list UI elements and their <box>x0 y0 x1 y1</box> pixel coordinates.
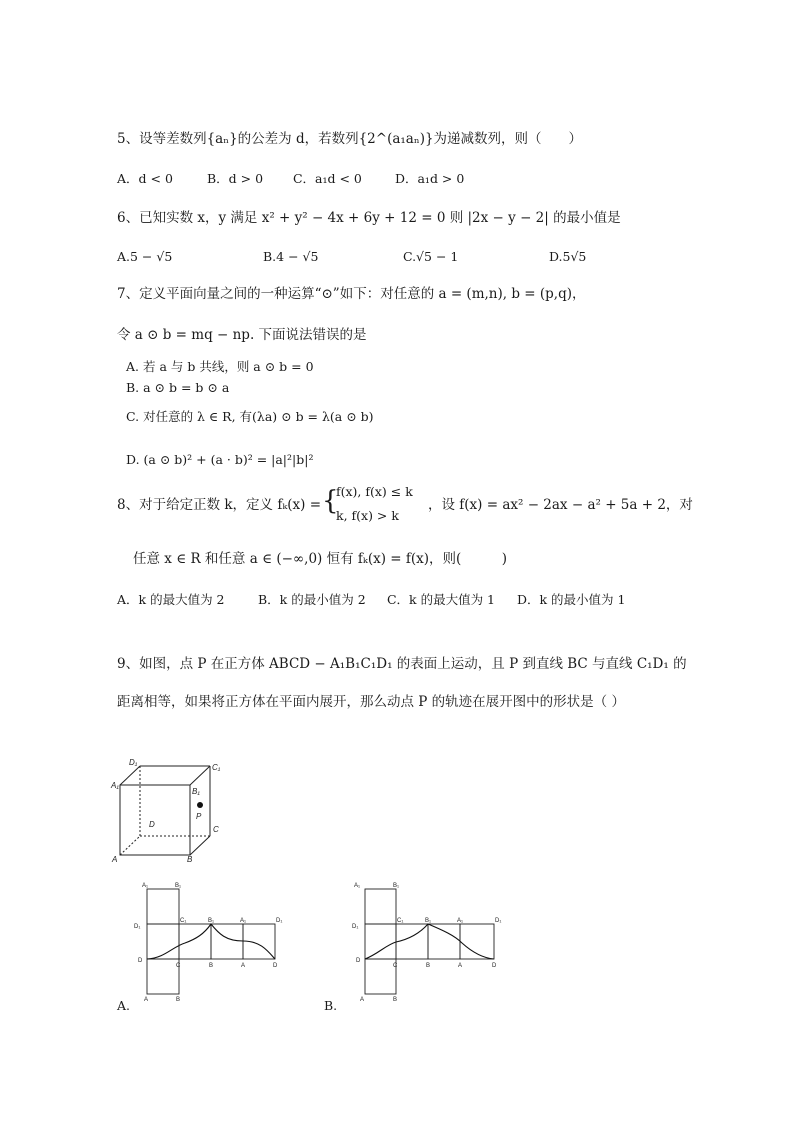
net-b-label-d1: D₁ <box>352 924 359 930</box>
net-b-trajectory <box>365 924 494 959</box>
q5-stem: 5、设等差数列{aₙ}的公差为 d，若数列{2^(a₁aₙ)}为递减数列，则（ ） <box>117 131 583 147</box>
net-figure-a <box>130 878 290 1008</box>
point-p-marker <box>197 802 203 808</box>
net-b-label-ab: A <box>360 997 365 1003</box>
net-b-label-b: B <box>426 963 431 969</box>
q5-options <box>117 170 485 188</box>
q8-stem-line2: 任意 x ∈ R 和任意 a ∈ (−∞,0) 恒有 fₖ(x) = f(x)，则( ) <box>133 551 508 567</box>
q6-options <box>117 248 586 266</box>
net-a-label-a1: A₁ <box>142 883 149 889</box>
net-a-label-d1: D₁ <box>134 924 141 930</box>
q5-option-d: D．a₁d > 0 <box>394 171 465 186</box>
net-a-label-ab: A <box>144 997 149 1003</box>
cube-label-a: A <box>112 855 118 864</box>
net-a-label-d1b: D₁ <box>276 918 283 924</box>
net-b-label-d: D <box>356 958 361 964</box>
q8-case1: f(x), f(x) ≤ k <box>336 484 413 499</box>
net-b-label-d1b: D₁ <box>495 918 502 924</box>
q7-option-c: C. 对任意的 λ ∈ R, 有(λa) ⊙ b = λ(a ⊙ b) <box>126 409 374 424</box>
q7-stem-line1: 7、定义平面向量之间的一种运算“⊙”如下：对任意的 a = (m,n), b = (p,q)， <box>117 286 586 302</box>
q9-stem-line2: 距离相等，如果将正方体在平面内展开，那么动点 P 的轨迹在展开图中的形状是（ ） <box>117 694 625 710</box>
q8-brace: { <box>322 486 339 516</box>
q7-option-b: B. a ⊙ b = b ⊙ a <box>126 380 230 395</box>
q8-option-b: B．k 的最小值为 2 <box>257 592 366 607</box>
cube-label-b: B <box>187 855 193 864</box>
net-a-label-db: D <box>273 963 278 969</box>
net-a-label-a: A <box>241 963 246 969</box>
q8-options <box>117 591 625 609</box>
q8-case2: k, f(x) > k <box>336 508 399 523</box>
net-figure-b <box>338 878 508 1008</box>
q9-stem-line1: 9、如图，点 P 在正方体 ABCD − A₁B₁C₁D₁ 的表面上运动，且 P 到直线 BC 与直线 C₁D₁ 的 <box>117 656 687 672</box>
net-a-label-b1: B₁ <box>175 883 182 889</box>
q6-stem: 6、已知实数 x，y 满足 x² + y² − 4x + 6y + 12 = 0 则 |2x − y − 2| 的最小值是 <box>117 210 621 226</box>
q5-option-a: A．d < 0 <box>117 171 173 186</box>
q5-option-b: B．d > 0 <box>206 171 264 186</box>
net-b-label-bb: B <box>393 997 398 1003</box>
q6-option-a: A.5 − √5 <box>117 249 173 264</box>
net-b-label-db: D <box>492 963 497 969</box>
cube-label-d: D <box>149 820 155 829</box>
net-a-label-c: C <box>176 963 181 969</box>
q6-option-b: B.4 − √5 <box>262 249 319 264</box>
net-a-label-d: D <box>138 958 143 964</box>
net-a-label-bb: B <box>176 997 181 1003</box>
figure-option-b-label: B. <box>324 998 338 1013</box>
net-b-label-a1b: A₁ <box>457 918 464 924</box>
q5-option-c: C．a₁d < 0 <box>292 171 362 186</box>
net-b-label-b1: B₁ <box>393 883 400 889</box>
q6-option-c: C.√5 − 1 <box>402 249 459 264</box>
net-b-label-b1b: B₁ <box>425 918 432 924</box>
q6-option-d: D.5√5 <box>548 249 587 264</box>
cube-label-p: P <box>196 812 202 821</box>
net-a-label-c1: C₁ <box>180 918 187 924</box>
net-b-label-c1: C₁ <box>397 918 404 924</box>
net-a-label-b: B <box>209 963 214 969</box>
q8-option-a: A．k 的最大值为 2 <box>117 592 225 607</box>
net-b-label-a: A <box>458 963 463 969</box>
q8-option-c: C．k 的最大值为 1 <box>386 592 496 607</box>
cube-label-c1: C₁ <box>212 763 221 772</box>
q8-option-d: D．k 的最小值为 1 <box>516 592 626 607</box>
q7-option-a: A. 若 a 与 b 共线，则 a ⊙ b = 0 <box>126 359 314 374</box>
cube-label-d1: D₁ <box>129 758 138 767</box>
q7-option-d: D. (a ⊙ b)² + (a · b)² = |a|²|b|² <box>126 452 314 467</box>
cube-figure <box>110 758 230 868</box>
net-a-label-b1b: B₁ <box>208 918 215 924</box>
figure-option-a-label: A. <box>117 998 131 1013</box>
net-a-label-a1b: A₁ <box>240 918 247 924</box>
cube-label-b1: B₁ <box>192 787 200 796</box>
q7-stem-line2: 令 a ⊙ b = mq − np. 下面说法错误的是 <box>117 327 367 343</box>
net-b-label-a1: A₁ <box>354 883 361 889</box>
q8-stem-post: ，设 f(x) = ax² − 2ax − a² + 5a + 2，对 <box>428 497 693 513</box>
q8-stem-pre: 8、对于给定正数 k，定义 fₖ(x) = <box>117 497 322 513</box>
net-b-label-c: C <box>393 963 398 969</box>
cube-label-a1: A₁ <box>111 781 119 790</box>
cube-label-c: C <box>213 825 219 834</box>
